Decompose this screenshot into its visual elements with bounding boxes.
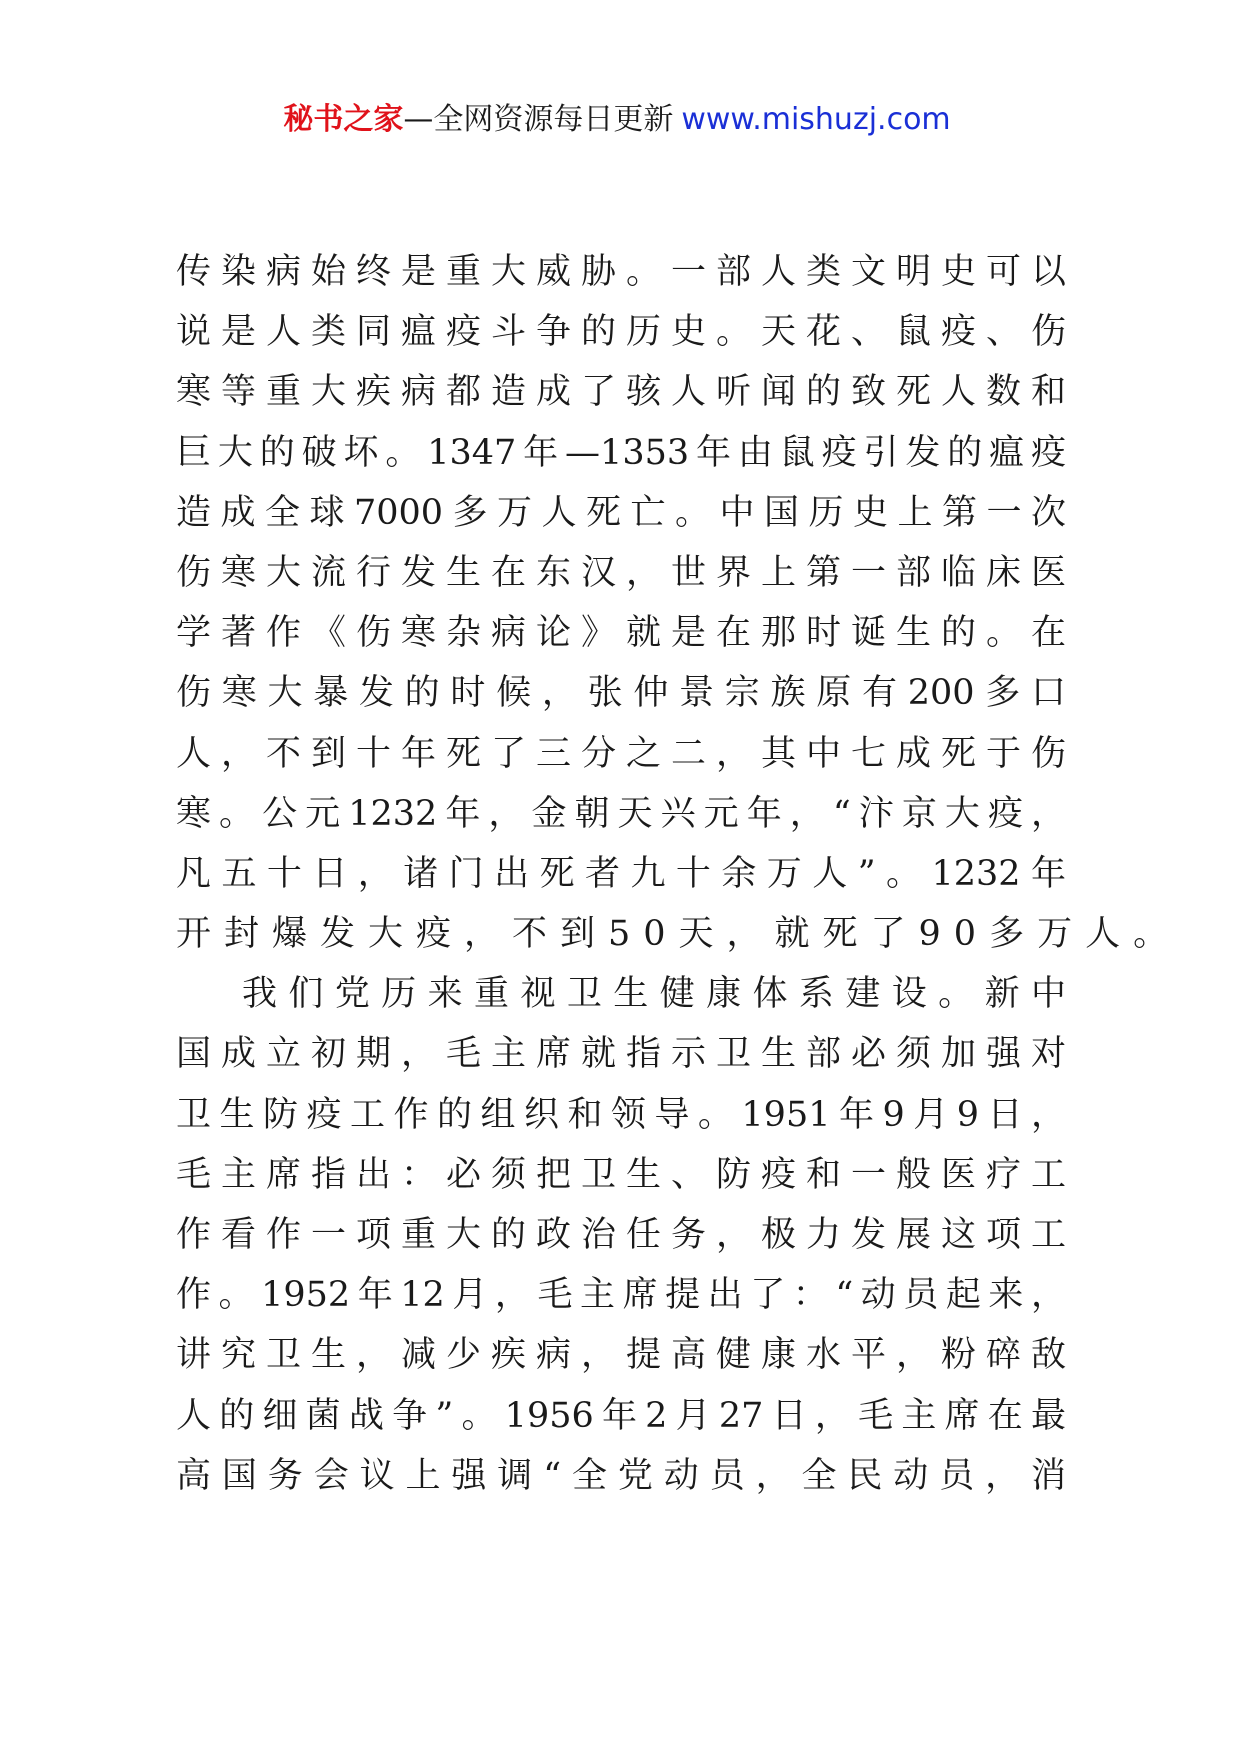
site-url-link[interactable]: www.mishuzj.com bbox=[681, 102, 951, 137]
text-line: 伤寒大暴发的时候，张仲景宗族原有200多口 bbox=[176, 673, 1066, 714]
document-body bbox=[176, 242, 1182, 1506]
text-line: 开封爆发大疫，不到50天，就死了90多万人。 bbox=[176, 914, 1182, 955]
text-line: 毛主席指出：必须把卫生、防疫和一般医疗工 bbox=[176, 1154, 1066, 1195]
text-line: 人，不到十年死了三分之二，其中七成死于伤 bbox=[176, 733, 1066, 774]
text-line: 说是人类同瘟疫斗争的历史。天花、鼠疫、伤 bbox=[176, 312, 1066, 353]
text-line: 国成立初期，毛主席就指示卫生部必须加强对 bbox=[176, 1034, 1066, 1075]
text-line: 寒等重大疾病都造成了骇人听闻的致死人数和 bbox=[176, 372, 1066, 413]
text-line: 造成全球7000多万人死亡。中国历史上第一次 bbox=[176, 492, 1066, 533]
text-line: 伤寒大流行发生在东汉，世界上第一部临床医 bbox=[176, 552, 1066, 593]
text-line: 卫生防疫工作的组织和领导。1951年9月9日， bbox=[176, 1094, 1066, 1135]
text-line: 传染病始终是重大威胁。一部人类文明史可以 bbox=[176, 252, 1066, 292]
text-line: 寒。公元1232年，金朝天兴元年，“汴京大疫， bbox=[176, 793, 1066, 834]
text-line: 凡五十日，诸门出死者九十余万人”。1232年 bbox=[176, 853, 1066, 894]
text-line: 高国务会议上强调“全党动员，全民动员，消 bbox=[176, 1455, 1066, 1496]
text-line: 学著作《伤寒杂病论》就是在那时诞生的。在 bbox=[176, 613, 1066, 654]
text-line: 讲究卫生，减少疾病，提高健康水平，粉碎敌 bbox=[176, 1335, 1066, 1376]
site-header bbox=[0, 100, 1234, 140]
text-line: 作。1952年12月，毛主席提出了：“动员起来， bbox=[176, 1275, 1066, 1316]
site-tagline: —全网资源每日更新 bbox=[403, 102, 674, 137]
text-line: 人的细菌战争”。1956年2月27日，毛主席在最 bbox=[176, 1395, 1066, 1436]
text-line: 巨大的破坏。1347年—1353年由鼠疫引发的瘟疫 bbox=[176, 432, 1066, 473]
text-line: 作看作一项重大的政治任务，极力发展这项工 bbox=[176, 1215, 1066, 1255]
paragraph-start-line: 我们党历来重视卫生健康体系建设。新中 bbox=[242, 974, 1066, 1015]
site-brand: 秘书之家 bbox=[283, 102, 404, 137]
